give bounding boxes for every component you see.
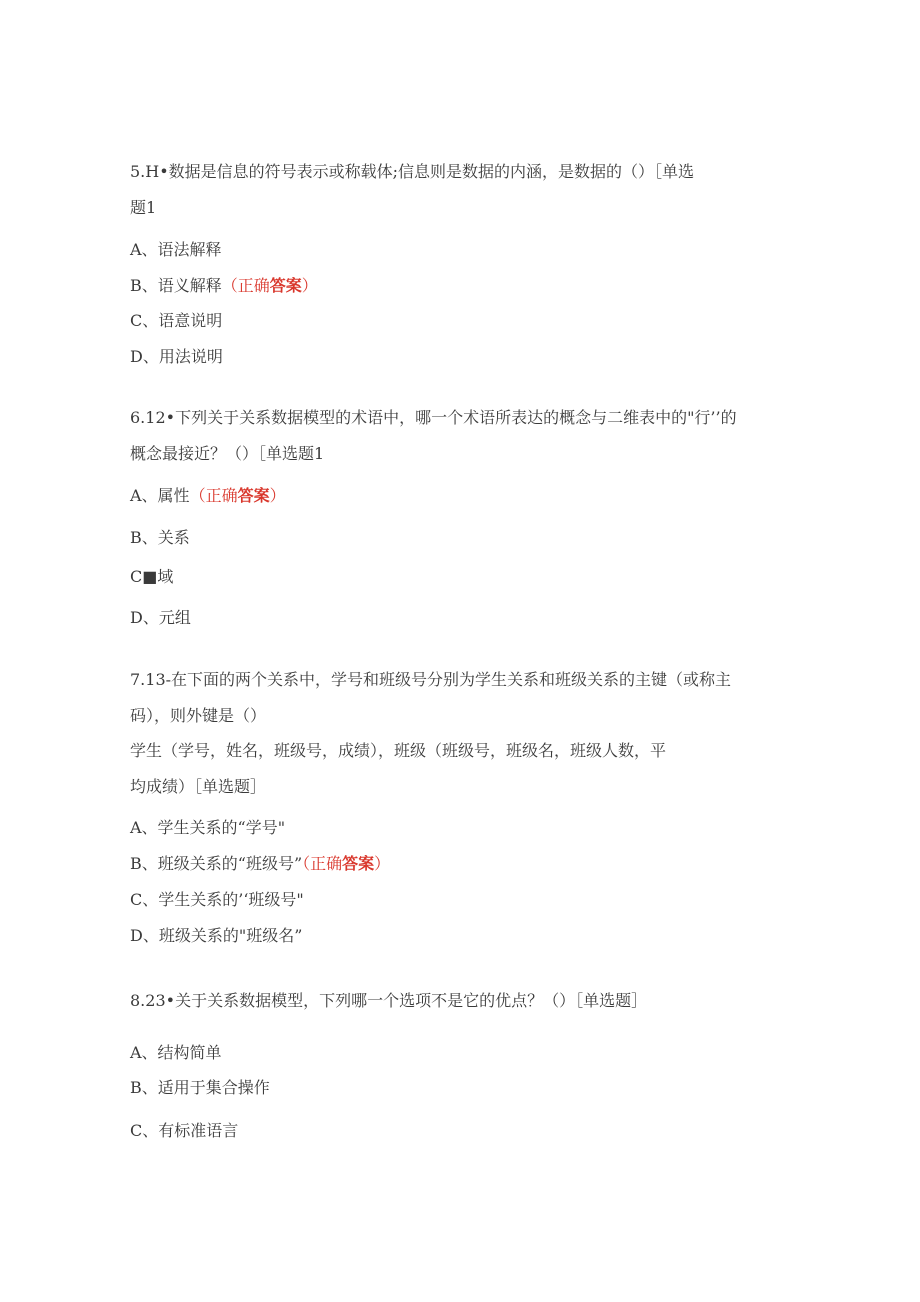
question-7-option-d: D、班级关系的"班级名” xyxy=(130,926,303,945)
question-7-option-b: B、班级关系的“班级号”（正确答案） xyxy=(130,854,391,873)
question-5-stem-line-2: 题1 xyxy=(130,198,157,217)
question-7-option-a: A、学生关系的“学号" xyxy=(130,818,286,837)
correct-answer-mark: （正确答案） xyxy=(189,486,286,505)
correct-answer-mark: （正确答案） xyxy=(302,854,391,873)
question-6-stem-line-1: 6.12•下列关于关系数据模型的术语中，哪一个术语所表达的概念与二维表中的"行’’的 xyxy=(130,408,737,427)
question-7-option-c: C、学生关系的’‘班级号" xyxy=(130,890,304,909)
question-6-stem-line-2: 概念最接近？（）［单选题1 xyxy=(130,444,325,463)
question-7-stem-line-2: 码），则外键是（） xyxy=(130,706,267,725)
correct-answer-mark: （正确答案） xyxy=(221,276,318,295)
question-8-option-c: C、有标准语言 xyxy=(130,1121,239,1140)
question-5-stem-line-1: 5.H•数据是信息的符号表示或称载体;信息则是数据的内涵，是数据的（）［单选 xyxy=(130,162,695,181)
question-7-stem-line-1: 7.13-在下面的两个关系中，学号和班级号分别为学生关系和班级关系的主键（或称主 xyxy=(130,670,732,689)
question-8-option-b: B、适用于集合操作 xyxy=(130,1078,270,1097)
question-5-option-c: C、语意说明 xyxy=(130,311,223,330)
question-5-option-d: D、用法说明 xyxy=(130,347,223,366)
question-8-option-a: A、结构简单 xyxy=(130,1043,222,1062)
question-6-option-a: A、属性（正确答案） xyxy=(130,486,286,505)
question-6-option-b: B、关系 xyxy=(130,528,190,547)
question-8-stem-line-1: 8.23•关于关系数据模型，下列哪一个选项不是它的优点？（）［单选题］ xyxy=(130,991,648,1010)
question-7-stem-line-3: 学生（学号，姓名，班级号，成绩），班级（班级号，班级名，班级人数，平 xyxy=(130,741,667,760)
question-5-option-b: B、语义解释（正确答案） xyxy=(130,276,318,295)
question-5-option-a: A、语法解释 xyxy=(130,240,222,259)
question-7-stem-line-4: 均成绩）［单选题］ xyxy=(130,777,267,796)
question-6-option-c: C■域 xyxy=(130,567,174,586)
question-6-option-d: D、元组 xyxy=(130,608,191,627)
